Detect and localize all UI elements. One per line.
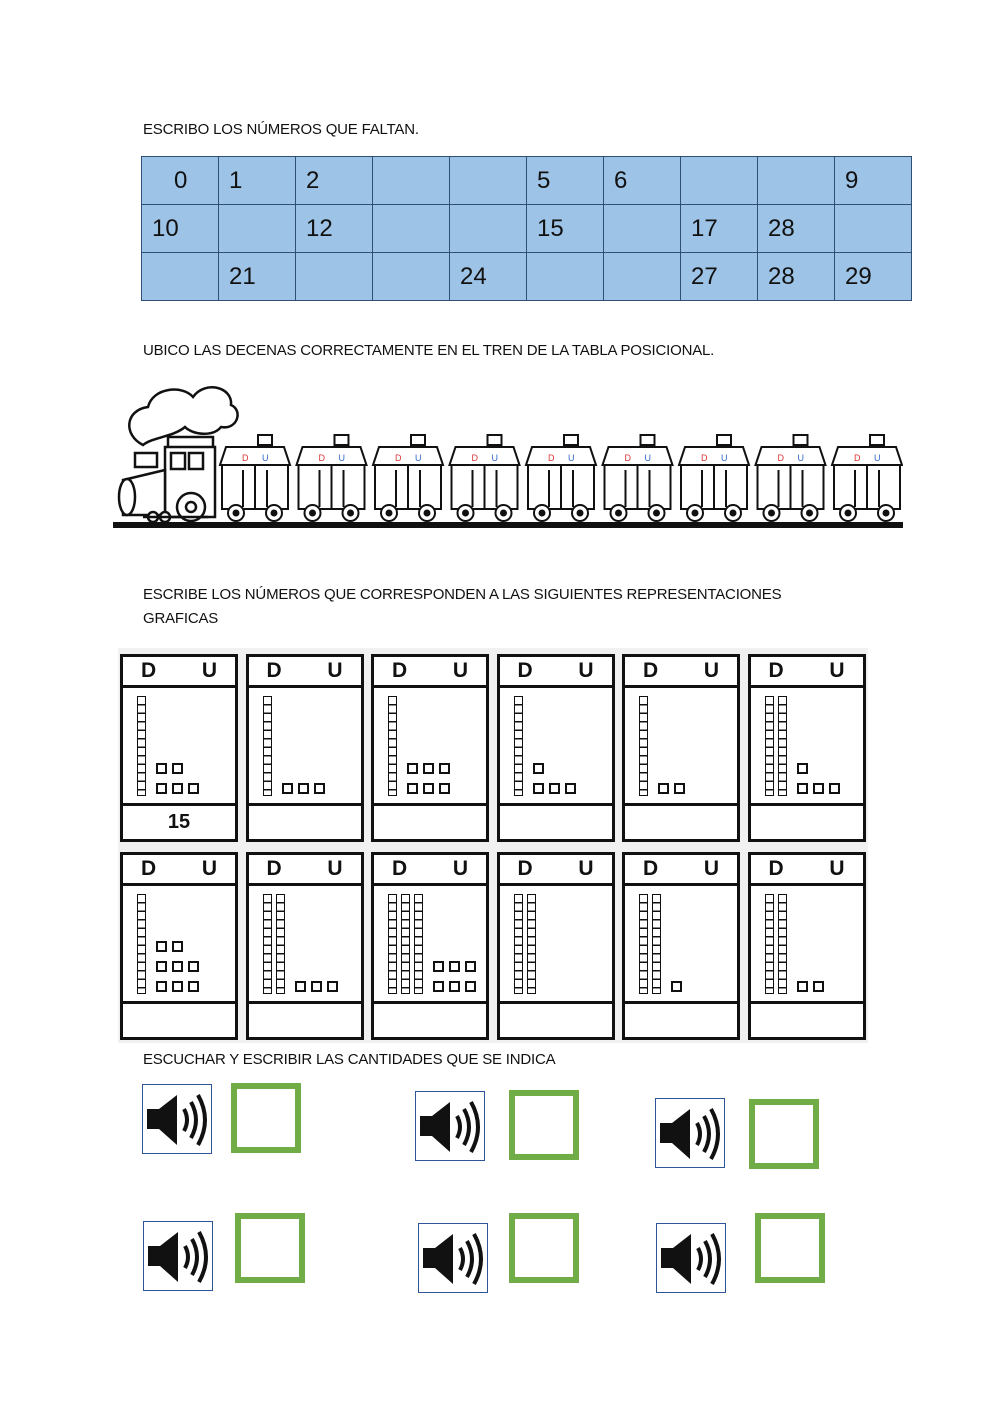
unit-cube [314,783,325,794]
unit-cube [449,981,460,992]
tens-header: D [643,659,659,682]
card-header [751,657,863,688]
ten-rod [778,696,787,796]
ten-rod [514,894,523,994]
blank-cell[interactable] [681,157,758,205]
answer-box[interactable] [231,1083,301,1153]
answer-box[interactable] [509,1213,579,1283]
blank-cell[interactable] [373,157,450,205]
wagon-tens-label: D [242,453,249,463]
unit-cube [172,981,183,992]
answer-box[interactable] [509,1090,579,1160]
tens-header: D [643,857,659,880]
number-cell: 6 [604,157,681,205]
number-cell: 1 [219,157,296,205]
unit-cube [172,763,183,774]
unit-cube [188,961,199,972]
unit-cube [156,961,167,972]
answer-field[interactable] [249,1001,361,1037]
place-value-card [246,654,364,842]
wagon-units-label: U [568,453,575,463]
place-value-card [748,654,866,842]
unit-cube [156,941,167,952]
number-cell: 15 [527,205,604,253]
speaker-icon[interactable] [418,1223,488,1293]
units-header: U [578,659,594,682]
instruction-listen: ESCUCHAR Y ESCRIBIR LAS CANTIDADES QUE SE INDICA [143,1051,556,1068]
number-cell: 27 [681,253,758,301]
blank-cell[interactable] [142,253,219,301]
ten-rod [527,894,536,994]
blank-cell[interactable] [835,205,912,253]
place-value-card [120,654,238,842]
speaker-icon[interactable] [415,1091,485,1161]
ten-rod [639,696,648,796]
number-cell: 28 [758,253,835,301]
ten-rod [765,696,774,796]
number-cell: 9 [835,157,912,205]
unit-cube [813,981,824,992]
unit-cube [797,783,808,794]
train-wagon [603,435,673,521]
card-blocks [625,688,737,806]
ten-rod [778,894,787,994]
units-header: U [452,857,468,880]
card-blocks [249,688,361,806]
place-value-card [120,852,238,1040]
number-table [141,156,912,301]
number-cell: 0 [142,157,219,205]
wagon-units-label: U [415,453,422,463]
train-wagon [679,435,749,521]
ten-rod [401,894,410,994]
answer-field[interactable]: 15 [123,803,235,839]
number-cell: 12 [296,205,373,253]
number-cell: 24 [450,253,527,301]
card-blocks [500,886,612,1004]
tens-header: D [768,659,784,682]
unit-cube [813,783,824,794]
unit-cube [156,763,167,774]
card-blocks [625,886,737,1004]
speaker-icon[interactable] [143,1221,213,1291]
tens-header: D [392,659,408,682]
place-value-card [371,852,489,1040]
tens-header: D [266,857,282,880]
unit-cube [439,783,450,794]
unit-cube [533,763,544,774]
answer-field[interactable] [500,1001,612,1037]
instruction-train: UBICO LAS DECENAS CORRECTAMENTE EN EL TREN DE LA TABLA POSICIONAL. [143,342,715,359]
blank-cell[interactable] [604,253,681,301]
place-value-cards [118,648,868,1043]
blank-cell[interactable] [296,253,373,301]
tens-header: D [517,857,533,880]
unit-cube [156,981,167,992]
card-header [500,657,612,688]
train-wagon [450,435,520,521]
number-cell: 21 [219,253,296,301]
wagon-tens-label: D [318,453,325,463]
card-blocks [500,688,612,806]
instruction-representations-2: GRAFICAS [143,610,219,627]
unit-cube [423,783,434,794]
wagon-tens-label: D [777,453,784,463]
units-header: U [829,857,845,880]
ten-rod [639,894,648,994]
instruction-representations-1: ESCRIBE LOS NÚMEROS QUE CORRESPONDEN A LAS SIGUIENTES REPRESENTACIONES [143,586,782,603]
answer-box[interactable] [235,1213,305,1283]
unit-cube [658,783,669,794]
card-blocks [751,886,863,1004]
tens-header: D [266,659,282,682]
unit-cube [671,981,682,992]
unit-cube [674,783,685,794]
speaker-icon[interactable] [655,1098,725,1168]
number-cell: 29 [835,253,912,301]
wagon-tens-label: D [395,453,402,463]
unit-cube [188,783,199,794]
speaker-icon[interactable] [656,1223,726,1293]
number-cell: 2 [296,157,373,205]
tens-header: D [141,659,157,682]
place-value-card [246,852,364,1040]
ten-rod [514,696,523,796]
unit-cube [797,763,808,774]
units-header: U [703,659,719,682]
units-header: U [829,659,845,682]
place-value-card [748,852,866,1040]
wagon-units-label: U [874,453,881,463]
card-blocks [374,886,486,1004]
train-illustration [113,375,903,535]
answer-field[interactable] [374,803,486,839]
locomotive [119,387,238,522]
ten-rod [137,894,146,994]
unit-cube [156,783,167,794]
unit-cube [407,783,418,794]
blank-cell[interactable] [450,157,527,205]
blank-cell[interactable] [758,157,835,205]
wagon-tens-label: D [854,453,861,463]
wagon-units-label: U [491,453,498,463]
unit-cube [565,783,576,794]
card-blocks [123,688,235,806]
tens-header: D [768,857,784,880]
card-header [751,855,863,886]
card-header [249,855,361,886]
answer-field[interactable] [751,803,863,839]
train-wagon [373,435,443,521]
unit-cube [797,981,808,992]
number-cell: 10 [142,205,219,253]
speaker-icon[interactable] [142,1084,212,1154]
unit-cube [172,941,183,952]
train-wagon [526,435,596,521]
unit-cube [298,783,309,794]
ten-rod [263,696,272,796]
place-value-card [371,654,489,842]
wagon-units-label: U [721,453,728,463]
ten-rod [276,894,285,994]
answer-box[interactable] [755,1213,825,1283]
unit-cube [282,783,293,794]
place-value-card [497,852,615,1040]
train-wagon [220,435,290,521]
place-value-card [622,654,740,842]
wagon-units-label: U [797,453,804,463]
table-row [142,205,912,253]
answer-field[interactable] [123,1001,235,1037]
instruction-missing-numbers: ESCRIBO LOS NÚMEROS QUE FALTAN. [143,121,419,138]
tens-header: D [141,857,157,880]
unit-cube [465,961,476,972]
unit-cube [433,981,444,992]
unit-cube [439,763,450,774]
unit-cube [327,981,338,992]
place-value-card [497,654,615,842]
tens-header: D [517,659,533,682]
wagon-tens-label: D [701,453,708,463]
train-wagon [832,435,902,521]
answer-field[interactable] [500,803,612,839]
card-header [374,657,486,688]
units-header: U [452,659,468,682]
answer-field[interactable] [625,803,737,839]
blank-cell[interactable] [450,205,527,253]
card-blocks [751,688,863,806]
number-cell: 17 [681,205,758,253]
unit-cube [188,981,199,992]
unit-cube [829,783,840,794]
card-header [249,657,361,688]
card-blocks [249,886,361,1004]
units-header: U [327,857,343,880]
train-wagon [756,435,826,521]
card-header [123,657,235,688]
card-header [374,855,486,886]
tens-header: D [392,857,408,880]
unit-cube [533,783,544,794]
ten-rod [388,696,397,796]
units-header: U [703,857,719,880]
units-header: U [201,659,217,682]
unit-cube [295,981,306,992]
answer-box[interactable] [749,1099,819,1169]
answer-field[interactable] [374,1001,486,1037]
ten-rod [652,894,661,994]
number-cell: 28 [758,205,835,253]
wagon-tens-label: D [548,453,555,463]
unit-cube [172,961,183,972]
table-row [142,253,912,301]
card-header [500,855,612,886]
units-header: U [201,857,217,880]
ten-rod [414,894,423,994]
blank-cell[interactable] [373,205,450,253]
unit-cube [311,981,322,992]
number-cell: 5 [527,157,604,205]
unit-cube [423,763,434,774]
blank-cell[interactable] [219,205,296,253]
blank-cell[interactable] [604,205,681,253]
wagon-units-label: U [644,453,651,463]
answer-field[interactable] [249,803,361,839]
ten-rod [137,696,146,796]
card-header [625,657,737,688]
unit-cube [549,783,560,794]
unit-cube [407,763,418,774]
train-wagons [220,435,902,521]
train-wagon [297,435,367,521]
blank-cell[interactable] [527,253,604,301]
blank-cell[interactable] [373,253,450,301]
ten-rod [388,894,397,994]
train-track [113,522,903,528]
card-header [625,855,737,886]
wagon-units-label: U [338,453,345,463]
ten-rod [263,894,272,994]
table-row [142,157,912,205]
units-header: U [327,659,343,682]
card-blocks [123,886,235,1004]
unit-cube [172,783,183,794]
card-header [123,855,235,886]
answer-field[interactable] [625,1001,737,1037]
place-value-card [622,852,740,1040]
unit-cube [465,981,476,992]
ten-rod [765,894,774,994]
answer-field[interactable] [751,1001,863,1037]
units-header: U [578,857,594,880]
unit-cube [433,961,444,972]
unit-cube [449,961,460,972]
wagon-units-label: U [262,453,269,463]
card-blocks [374,688,486,806]
wagon-tens-label: D [471,453,478,463]
wagon-tens-label: D [624,453,631,463]
